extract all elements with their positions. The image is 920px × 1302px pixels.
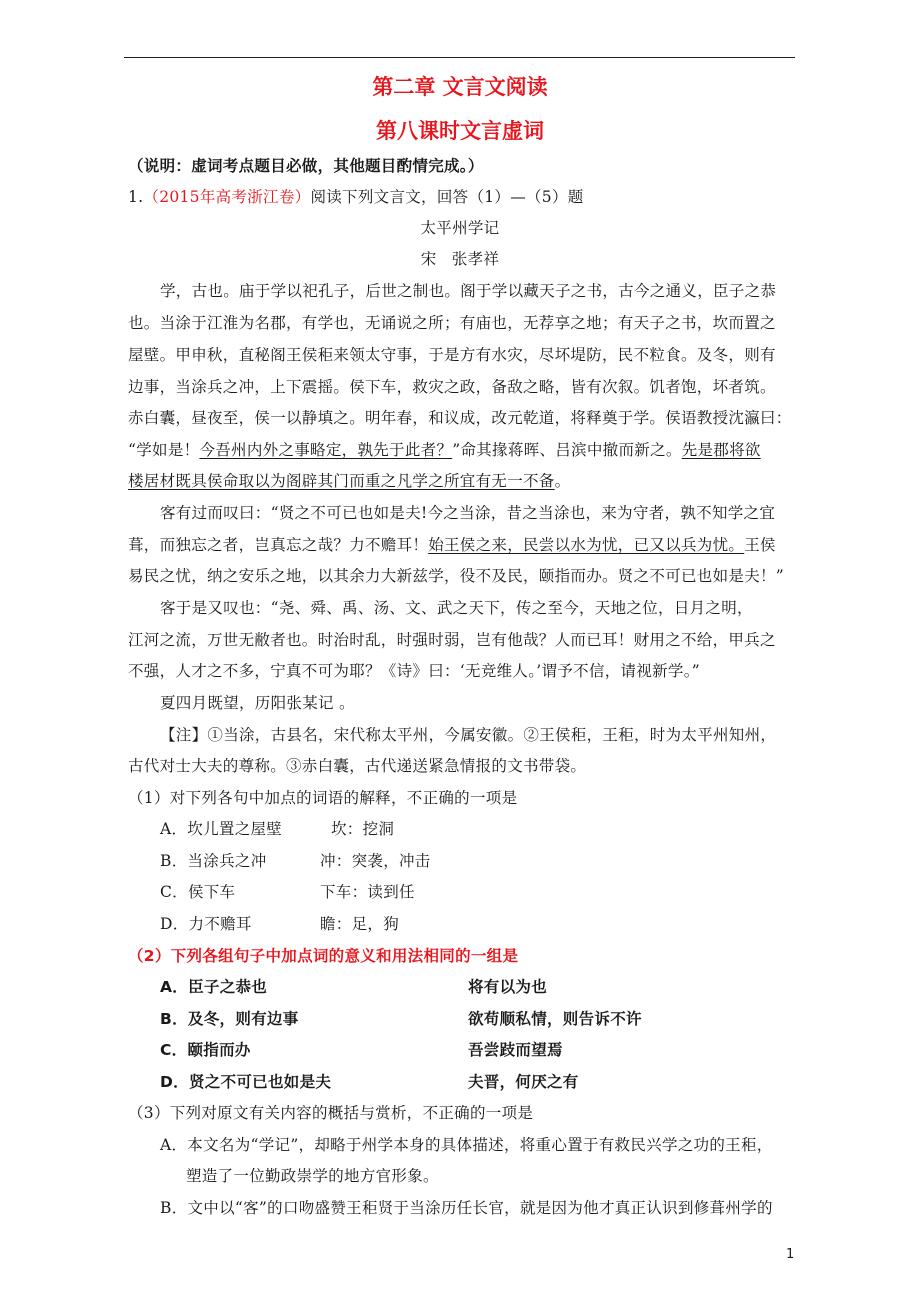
option-label: D．力不赡耳 [160,915,252,933]
option-label: C．侯下车 [160,883,236,901]
passage-signature: 夏四月既望，历阳张某记 。 [160,694,355,712]
passage-line: 不强，人才之不多，宁真不可为耶？《诗》曰：‘无竞维人。’谓予不信，请视新学。” [128,662,700,680]
passage-title: 太平州学记 [420,219,500,237]
instruction-note: （说明：虚词考点题目必做，其他题目酌情完成。） [128,157,484,175]
lesson-title: 第八课时文言虚词 [376,119,544,143]
q3-option: B．文中以“客”的口吻盛赞王秬贤于当涂历任长官，就是因为他才真正认识到修葺州学的 [160,1199,773,1217]
text-run: 王侯 [744,536,776,554]
q3-option: A．本文名为“学记”，却略于州学本身的具体描述，将重心置于有救民兴学之功的王秬， [160,1136,773,1154]
question-source: （2015年高考浙江卷） [143,188,311,206]
q2-option-left: C．颐指而办 [160,1041,251,1059]
passage-line: 屋壁。甲申秋，直秘阁王侯秬来领太守事，于是方有水灾，尽坏堤防，民不粒食。及冬，则有 [128,346,776,364]
passage-line: 赤白囊，昼夜至，侯一以静填之。明年春，和议成，改元乾道，将释奠于学。侯语教授沈瀛曰： [128,409,792,427]
text-run: “学如是！ [128,441,200,459]
question-prompt: 阅读下列文言文，回答（1）—（5）题 [310,188,584,206]
q3-option-continued: 塑造了一位勤政崇学的地方官形象。 [186,1167,439,1185]
page-number: 1 [786,1247,795,1262]
q1-option [160,882,235,902]
q1-stem: （1）对下列各句中加点的词语的解释，不正确的一项是 [128,789,518,807]
passage-line [128,535,776,555]
q1-option [160,914,252,934]
annotation-line: 古代对士大夫的尊称。③赤白囊，古代递送紧急情报的文书带袋。 [128,757,587,775]
q2-option-left: D．贤之不可已也如是夫 [160,1073,332,1091]
passage-line [128,471,570,491]
q3-stem: （3）下列对原文有关内容的概括与赏析，不正确的一项是 [128,1104,534,1122]
q2-option-right: 夫晋，何厌之有 [468,1073,579,1091]
q1-gloss: 坎：挖洞 [331,820,395,838]
q2-option-right: 将有以为也 [468,978,548,996]
chapter-title: 第二章 文言文阅读 [372,75,548,99]
q2-option-left: B．及冬，则有边事 [160,1010,299,1028]
underlined-sentence: 先是郡将欲 [681,441,761,459]
q2-option-right: 吾尝跂而望焉 [468,1041,563,1059]
underlined-sentence: 今吾州内外之事略定，孰先于此者？ [199,441,453,459]
question-number: 1. [128,188,144,206]
option-label: B．当涂兵之冲 [160,852,267,870]
q1-option [160,819,282,839]
passage-line: 客有过而叹曰：“贤之不可已也如是夫!今之当涂，昔之当涂也，来为守者，孰不知学之宜 [160,504,776,522]
annotation-line: 【注】①当涂，古县名，宋代称太平州，今属安徽。②王侯秬，王秬，时为太平州知州， [160,726,777,744]
passage-author: 宋 张孝祥 [420,250,500,268]
q1-option [160,851,267,871]
passage-line: 易民之忧，纳之安乐之地，以其余力大新兹学，役不及民，颐指而办。贤之不可已也如是夫！” [128,567,785,585]
header-rule [124,57,795,58]
question-1-header [128,187,584,207]
text-run: 葺，而独忘之者，岂真忘之哉？力不赡耳！ [128,536,429,554]
q1-gloss: 瞻：足，狗 [320,915,400,933]
text-run: ”命其掾蒋晖、吕滨中撤而新之。 [452,441,682,459]
passage-line [128,440,761,460]
q2-stem: （2）下列各组句子中加点词的意义和用法相同的一组是 [128,947,519,965]
passage-line: 客于是又叹也：“尧、舜、禹、汤、文、武之天下，传之至今，天地之位，日月之明， [160,599,753,617]
passage-line: 边事，当涂兵之冲，上下震摇。侯下车，救灾之政，备敌之略，皆有次叙。饥者饱，坏者筑。 [128,378,776,396]
underlined-sentence: 始王侯之来，民尝以水为忧，已又以兵为忧。 [428,536,745,554]
option-label: A．坎儿置之屋壁 [160,820,283,838]
q1-gloss: 冲：突袭，冲击 [320,852,431,870]
text-run: 。 [554,472,571,490]
underlined-sentence: 楼居材既具侯命取以为阁辟其门而重之凡学之所宜有无一不备 [128,472,555,490]
passage-line: 也。当涂于江淮为名郡，有学也，无诵说之所；有庙也，无荐享之地；有天子之书，坎而置之 [128,314,776,332]
q2-option-right: 欲苟顺私情，则告诉不许 [468,1010,642,1028]
passage-line: 江河之流，万世无敝者也。时治时乱，时强时弱，岂有他哉？人而已耳！财用之不给，甲兵之 [128,631,776,649]
q2-option-left: A．臣子之恭也 [160,978,268,996]
passage-line: 学，古也。庙于学以祀孔子，后世之制也。阁于学以藏天子之书，古今之通义，臣子之恭 [160,282,777,300]
q1-gloss: 下车：读到任 [320,883,415,901]
